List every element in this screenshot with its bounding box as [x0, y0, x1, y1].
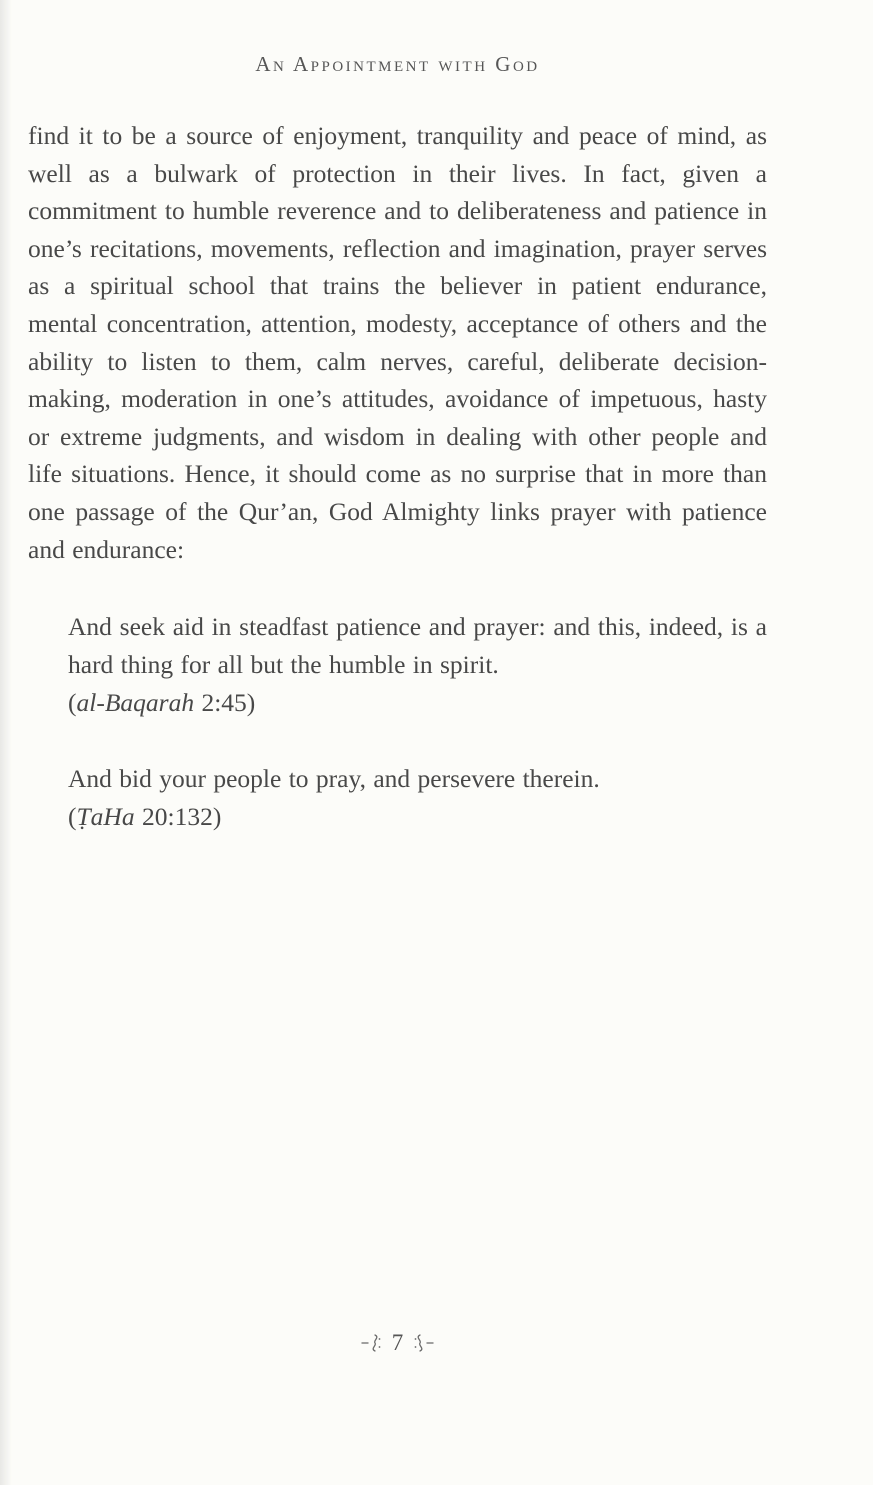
fleuron-ornament-right: [412, 1334, 434, 1352]
citation-reference: 20:132): [134, 801, 222, 831]
citation-open-paren: (: [68, 687, 77, 717]
citation-open-paren: (: [68, 801, 77, 831]
fleuron-ornament-left: [361, 1334, 383, 1352]
quote-block: [68, 760, 767, 835]
quote-text: And bid your people to pray, and persevere therein.: [68, 764, 600, 794]
quote-text: And seek aid in steadfast patience and prayer: and this, indeed, is a hard thing for all but the humble in spirit.: [68, 612, 767, 679]
quote-citation: [68, 684, 767, 722]
page-number: 7: [391, 1330, 404, 1355]
page-footer: [28, 1330, 767, 1356]
citation-source: al-Baqarah: [76, 687, 195, 717]
citation-source: ṬaHa: [76, 801, 135, 831]
running-header: An Appointment with God: [255, 52, 540, 76]
body-paragraph: find it to be a source of enjoyment, tranquility and peace of mind, as well as a bulwark of protection in their lives. In fact, given a commitment to humble reverence and to deliberateness and patience in one’s recitations, movements, reflection and imagination, prayer serves as a spiritual school that trains the believer in patient endurance, mental concentration, attention, modesty, acceptance of others and the ability to listen to them, calm nerves, careful, deliberate decision-making, moderation in one’s attitudes, avoidance of impetuous, hasty or extreme judgments, and wisdom in dealing with other people and life situations. Hence, it should come as no surprise that in more than one passage of the Qur’an, God Almighty links prayer with patience and endurance:: [28, 121, 767, 564]
quote-citation: [68, 798, 767, 836]
page-body: [28, 117, 767, 835]
quote-block: [68, 608, 767, 721]
citation-reference: 2:45): [194, 687, 256, 717]
